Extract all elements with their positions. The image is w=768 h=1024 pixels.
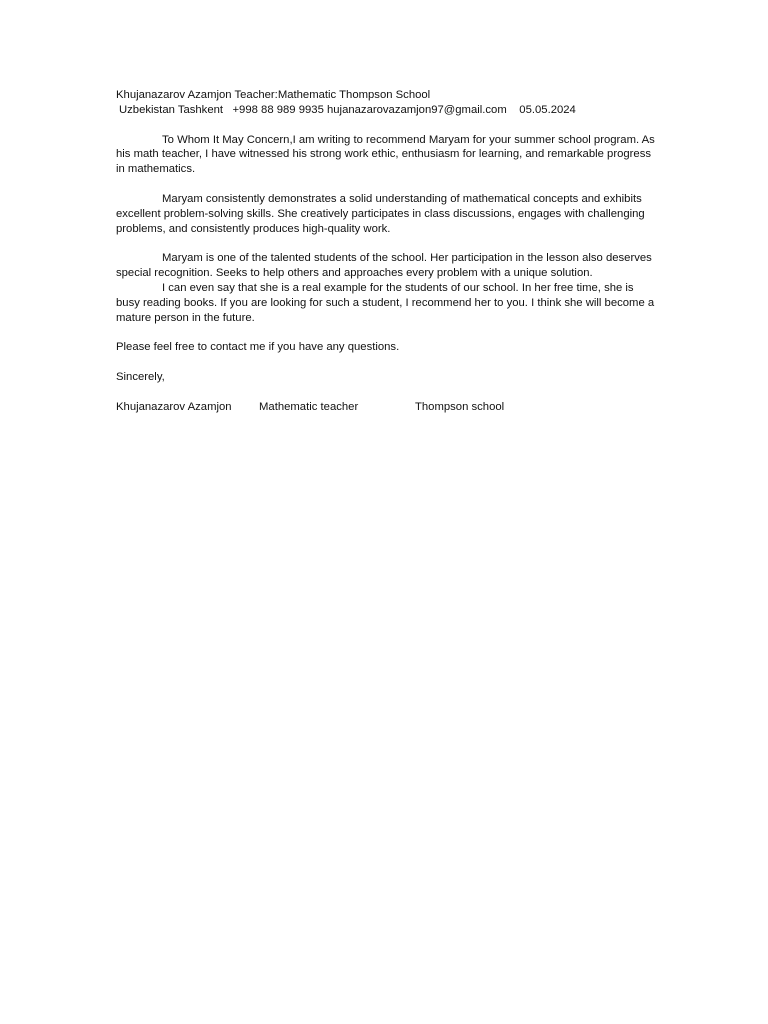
header-line-2: Uzbekistan Tashkent +998 88 989 9935 hujanazarovazamjon97@gmail.com 05.05.2024 [119, 103, 576, 116]
signature-name: Khujanazarov Azamjon [116, 400, 232, 413]
spacer [116, 355, 656, 370]
signature-title: Mathematic teacher [259, 400, 359, 413]
paragraph-5: Please feel free to contact me if you have any questions. [116, 341, 400, 354]
spacer [116, 385, 656, 400]
paragraph-3: Maryam is one of the talented students of the school. Her participation in the lesson also deserves special recognition. Seeks to help others and approaches every problem with a unique solution. [116, 252, 652, 280]
paragraph-4: I can even say that she is a real example for the students of our school. In her free time, she is busy reading books. If you are looking for such a student, I recommend her to you. I think she will become a mature person in the future. [116, 281, 655, 324]
closing: Sincerely, [116, 371, 165, 384]
signature-school: Thompson school [415, 400, 505, 413]
paragraph-1: To Whom It May Concern,I am writing to recommend Maryam for your summer school program. As his math teacher, I have witnessed his strong work ethic, enthusiasm for learning, and remarkable progress in mathematics. [116, 133, 655, 176]
spacer [116, 177, 656, 192]
spacer [116, 118, 656, 133]
spacer [116, 236, 656, 251]
paragraph-2: Maryam consistently demonstrates a solid understanding of mathematical concepts and exhibits excellent problem-solving skills. She creatively participates in class discussions, engages with challenging problems, and consistently produces high-quality work. [116, 192, 645, 235]
header-line-1: Khujanazarov Azamjon Teacher:Mathematic Thompson School [116, 89, 431, 101]
letter-body [116, 88, 656, 415]
signature-row [116, 400, 656, 415]
spacer [116, 325, 656, 340]
